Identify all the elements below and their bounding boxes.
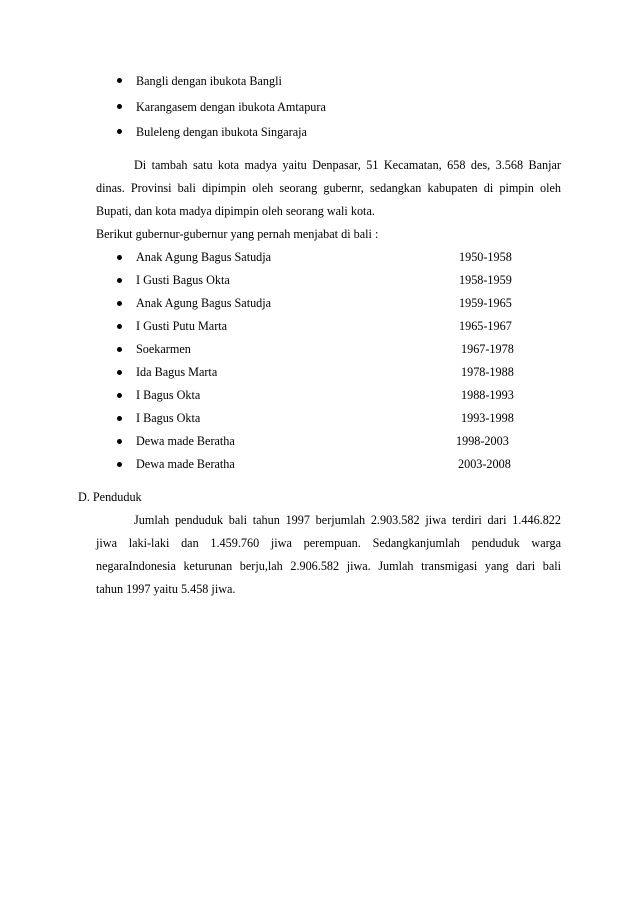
governor-name: Anak Agung Bagus Satudja	[136, 250, 272, 264]
bullet-icon	[117, 255, 122, 260]
governor-period: 1988-1993	[461, 388, 514, 402]
bullet-icon	[117, 370, 122, 375]
governor-period: 1959-1965	[459, 296, 512, 310]
governor-name: I Gusti Bagus Okta	[136, 273, 230, 287]
list-item-text: Karangasem dengan ibukota Amtapura	[136, 100, 326, 114]
governor-name: I Bagus Okta	[136, 388, 201, 402]
governors-intro: Berikut gubernur-gubernur yang pernah menjabat di bali :	[96, 227, 379, 241]
paragraph-line: Jumlah penduduk bali tahun 1997 berjumlah 2.903.582 jiwa terdiri dari 1.446.822	[134, 513, 561, 527]
governor-period: 1998-2003	[456, 434, 509, 448]
governor-name: I Bagus Okta	[136, 411, 201, 425]
governor-period: 1978-1988	[461, 365, 514, 379]
governor-period: 1958-1959	[459, 273, 512, 287]
bullet-icon	[117, 104, 122, 109]
governor-period: 2003-2008	[458, 457, 511, 471]
paragraph-line: Di tambah satu kota madya yaitu Denpasar, 51 Kecamatan, 658 des, 3.568 Banjar	[134, 158, 561, 172]
paragraph-line: tahun 1997 yaitu 5.458 jiwa.	[96, 582, 236, 596]
bullet-icon	[117, 439, 122, 444]
bullet-icon	[117, 78, 122, 83]
governor-period: 1967-1978	[461, 342, 514, 356]
governor-name: I Gusti Putu Marta	[136, 319, 228, 333]
list-item-text: Buleleng dengan ibukota Singaraja	[136, 125, 307, 139]
bullet-icon	[117, 462, 122, 467]
paragraph-line: dinas. Provinsi bali dipimpin oleh seorang gubernr, sedangkan kabupaten di pimpin oleh	[96, 181, 561, 195]
governor-period: 1965-1967	[459, 319, 512, 333]
bullet-icon	[117, 393, 122, 398]
paragraph-line: negaraIndonesia keturunan berju,lah 2.906.582 jiwa. Jumlah transmigasi yang dari bali	[96, 559, 561, 573]
bullet-icon	[117, 129, 122, 134]
governor-period: 1950-1958	[459, 250, 512, 264]
governor-period: 1993-1998	[461, 411, 514, 425]
section-heading: D. Penduduk	[78, 490, 142, 504]
paragraph-line: jiwa laki-laki dan 1.459.760 jiwa perempuan. Sedangkanjumlah penduduk warga	[96, 536, 561, 550]
governor-name: Ida Bagus Marta	[136, 365, 218, 379]
bullet-icon	[117, 324, 122, 329]
governor-name: Dewa made Beratha	[136, 457, 235, 471]
governor-name: Dewa made Beratha	[136, 434, 235, 448]
bullet-icon	[117, 278, 122, 283]
bullet-icon	[117, 301, 122, 306]
governor-name: Soekarmen	[136, 342, 191, 356]
bullet-icon	[117, 416, 122, 421]
paragraph-line: Bupati, dan kota madya dipimpin oleh seorang wali kota.	[96, 204, 375, 218]
governor-name: Anak Agung Bagus Satudja	[136, 296, 272, 310]
list-item-text: Bangli dengan ibukota Bangli	[136, 74, 282, 88]
bullet-icon	[117, 347, 122, 352]
